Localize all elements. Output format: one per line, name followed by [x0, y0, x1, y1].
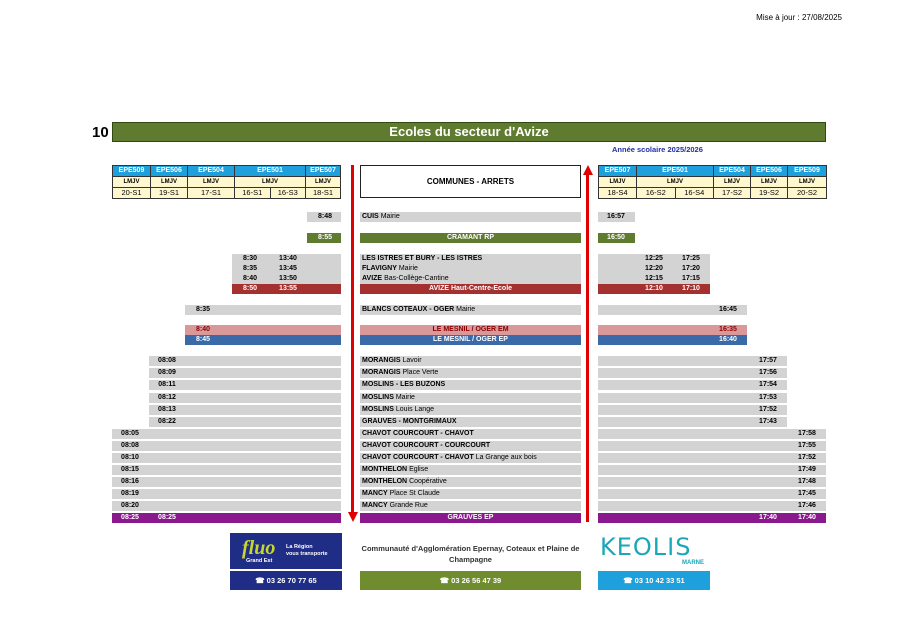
- arrival-time: 17:52: [759, 406, 777, 413]
- arrival-time: 17:45: [798, 490, 816, 497]
- stop-name: [360, 417, 581, 427]
- commune-name: CHAVOT COURCOURT - COURCOURT: [362, 442, 491, 449]
- commune-name: AVIZE Haut-Centre-Ecole: [428, 285, 513, 292]
- arrival-time: 17:49: [798, 466, 816, 473]
- epe-code: EPE501: [637, 166, 714, 177]
- days-code: LMJV: [151, 177, 188, 188]
- departure-time: 08:05: [121, 430, 139, 437]
- epe-code: EPE501: [235, 166, 306, 177]
- period-code: 20-S1: [113, 188, 151, 199]
- commune-name: CHAVOT COURCOURT - CHAVOT: [362, 454, 474, 461]
- arrival-time: 17:10: [682, 285, 700, 292]
- departure-time: 08:15: [121, 466, 139, 473]
- epe-code: EPE507: [306, 166, 341, 177]
- epe-code: EPE506: [751, 166, 788, 177]
- commune-name: CUIS: [362, 213, 379, 220]
- commune-name: BLANCS COTEAUX - OGER: [362, 306, 455, 313]
- stop-name: [360, 264, 581, 274]
- stop-name: [360, 335, 581, 345]
- stop-detail: Bas-Collège-Cantine: [384, 275, 449, 282]
- fluo-phone[interactable]: ☎ 03 26 70 77 65: [230, 571, 342, 590]
- departure-time: 08:13: [158, 406, 176, 413]
- departure-time: 8:55: [317, 234, 332, 241]
- stop-detail: Mairie: [456, 306, 476, 313]
- period-code: 16-S2: [637, 188, 676, 199]
- commune-name: CHAVOT COURCOURT - CHAVOT: [362, 430, 474, 437]
- arrival-time: 17:53: [759, 394, 777, 401]
- stop-name: [360, 453, 581, 463]
- arrival-time: 12:20: [645, 265, 663, 272]
- departure-time: 13:40: [279, 255, 297, 262]
- arrival-time: 17:48: [798, 478, 816, 485]
- stop-name: [360, 393, 581, 403]
- departure-time: 08:25: [158, 514, 176, 521]
- epe-code: EPE507: [599, 166, 637, 177]
- arrival-time: 12:10: [645, 285, 663, 292]
- epe-code: EPE504: [188, 166, 235, 177]
- days-code: LMJV: [599, 177, 637, 188]
- stop-detail: Coopérative: [409, 478, 447, 485]
- commune-name: LES ISTRES ET BURY - LES ISTRES: [362, 255, 483, 262]
- days-code: LMJV: [235, 177, 306, 188]
- stop-detail: Grande Rue: [389, 502, 428, 509]
- arrival-time: 16:57: [607, 213, 625, 220]
- departure-time: 8:50: [242, 285, 257, 292]
- keolis-sub: MARNE: [682, 560, 704, 566]
- stop-detail: Place St Claude: [389, 490, 440, 497]
- days-code: LMJV: [637, 177, 714, 188]
- period-code: 19-S2: [751, 188, 788, 199]
- stop-name: [360, 429, 581, 439]
- days-code: LMJV: [306, 177, 341, 188]
- departure-time: 08:25: [121, 514, 139, 521]
- period-code: 19-S1: [151, 188, 188, 199]
- departure-time: 08:19: [121, 490, 139, 497]
- stop-name: [360, 380, 581, 390]
- commune-name: MORANGIS: [362, 369, 401, 376]
- update-date: Mise à jour : 27/08/2025: [756, 13, 842, 22]
- fluo-slogan: La Région vous transporte: [286, 544, 328, 557]
- period-code: 20-S2: [788, 188, 827, 199]
- stop-name: [360, 477, 581, 487]
- commune-name: CRAMANT RP: [446, 234, 495, 241]
- school-year: Année scolaire 2025/2026: [612, 145, 703, 154]
- commune-name: AVIZE: [362, 275, 383, 282]
- stop-name: [360, 212, 581, 222]
- departure-time: 8:35: [195, 306, 210, 313]
- departure-time: 08:10: [121, 454, 139, 461]
- departure-time: 08:22: [158, 418, 176, 425]
- arrival-time: 12:25: [645, 255, 663, 262]
- commune-name: MANCY: [362, 490, 388, 497]
- departure-time: 08:08: [158, 357, 176, 364]
- stop-detail: Mairie: [395, 394, 415, 401]
- stop-name: [360, 501, 581, 511]
- departure-time: 13:55: [279, 285, 297, 292]
- arrival-time: 17:57: [759, 357, 777, 364]
- arrival-time: 17:58: [798, 430, 816, 437]
- left-header-grid: [112, 165, 341, 199]
- days-code: LMJV: [188, 177, 235, 188]
- departure-time: 08:20: [121, 502, 139, 509]
- commune-name: LE MESNIL / OGER EP: [433, 336, 508, 343]
- direction-arrow-up: [586, 175, 589, 522]
- commune-name: GRAUVES - MONTGRIMAUX: [362, 418, 457, 425]
- line-number: 10: [92, 124, 109, 141]
- direction-arrow-down: [351, 165, 354, 512]
- arrival-time: 17:56: [759, 369, 777, 376]
- stop-name: [360, 441, 581, 451]
- commune-name: MOSLINS: [362, 406, 394, 413]
- stop-detail: Mairie: [380, 213, 400, 220]
- page-title: Ecoles du secteur d'Avize: [112, 122, 826, 142]
- keolis-logo: [598, 533, 710, 569]
- stop-name: [360, 284, 581, 294]
- departure-time: 13:50: [279, 275, 297, 282]
- arrival-time: 17:20: [682, 265, 700, 272]
- stop-name: [360, 305, 581, 315]
- days-code: LMJV: [113, 177, 151, 188]
- departure-time: 08:08: [121, 442, 139, 449]
- communes-header: COMMUNES - ARRETS: [360, 165, 581, 198]
- departure-time: 8:40: [242, 275, 257, 282]
- arrival-time: 17:43: [759, 418, 777, 425]
- commune-name: MANCY: [362, 502, 388, 509]
- arrival-time: 17:15: [682, 275, 700, 282]
- stop-detail: Place Verte: [402, 369, 439, 376]
- commune-name: GRAUVES EP: [447, 514, 494, 521]
- epe-code: EPE504: [714, 166, 751, 177]
- period-code: 16-S1: [235, 188, 271, 199]
- arrival-time: 16:40: [719, 336, 737, 343]
- departure-time: 08:16: [121, 478, 139, 485]
- agglo-phone[interactable]: ☎ 03 26 56 47 39: [360, 571, 581, 590]
- stop-detail: Eglise: [409, 466, 429, 473]
- stop-name: [360, 513, 581, 523]
- fluo-logo: [230, 533, 342, 569]
- arrival-time: 16:45: [719, 306, 737, 313]
- arrival-time: 17:40: [798, 514, 816, 521]
- arrival-time: 17:52: [798, 454, 816, 461]
- arrow-down-icon: [348, 512, 358, 522]
- period-code: 17-S1: [188, 188, 235, 199]
- stop-detail: Louis Lange: [395, 406, 434, 413]
- commune-name: MORANGIS: [362, 357, 401, 364]
- commune-name: MONTHELON: [362, 466, 408, 473]
- fluo-wordmark: fluo: [242, 537, 276, 559]
- stop-name: [360, 325, 581, 335]
- commune-name: FLAVIGNY: [362, 265, 397, 272]
- departure-time: 08:09: [158, 369, 176, 376]
- stop-name: [360, 405, 581, 415]
- stop-name: [360, 489, 581, 499]
- commune-name: MONTHELON: [362, 478, 408, 485]
- days-code: LMJV: [714, 177, 751, 188]
- arrival-time: 17:46: [798, 502, 816, 509]
- departure-time: 8:40: [195, 326, 210, 333]
- commune-name: MOSLINS: [362, 394, 394, 401]
- stop-name: [360, 356, 581, 366]
- fluo-sub: Grand Est: [246, 558, 273, 564]
- days-code: LMJV: [788, 177, 827, 188]
- departure-time: 8:45: [195, 336, 210, 343]
- stop-detail: La Grange aux bois: [475, 454, 537, 461]
- agglo-name: Communauté d'Agglomération Epernay, Coteaux et Plaine de Champagne: [361, 544, 580, 564]
- departure-time: 08:11: [158, 381, 176, 388]
- departure-time: 8:35: [242, 265, 257, 272]
- keolis-phone[interactable]: ☎ 03 10 42 33 51: [598, 571, 710, 590]
- period-code: 18-S1: [306, 188, 341, 199]
- departure-time: 8:48: [317, 213, 332, 220]
- arrival-time: 16:35: [719, 326, 737, 333]
- arrival-time: 17:55: [798, 442, 816, 449]
- epe-code: EPE506: [151, 166, 188, 177]
- period-code: 16-S4: [675, 188, 714, 199]
- arrival-time: 17:54: [759, 381, 777, 388]
- arrival-time: 17:25: [682, 255, 700, 262]
- arrival-time: 16:50: [607, 234, 625, 241]
- arrow-up-icon: [583, 165, 593, 175]
- stop-detail: Mairie: [398, 265, 418, 272]
- agglo-logo: [360, 533, 581, 569]
- stop-name: [360, 254, 581, 264]
- stop-detail: Lavoir: [402, 357, 422, 364]
- stop-name: [360, 233, 581, 243]
- departure-time: 8:30: [242, 255, 257, 262]
- stop-name: [360, 274, 581, 284]
- departure-time: 13:45: [279, 265, 297, 272]
- departure-time: 08:12: [158, 394, 176, 401]
- commune-name: LE MESNIL / OGER EM: [432, 326, 509, 333]
- period-code: 18-S4: [599, 188, 637, 199]
- stop-name: [360, 465, 581, 475]
- arrival-time: 17:40: [759, 514, 777, 521]
- period-code: 16-S3: [270, 188, 306, 199]
- keolis-wordmark: KEOLIS: [600, 533, 692, 561]
- epe-code: EPE509: [113, 166, 151, 177]
- commune-name: MOSLINS - LES BUZONS: [362, 381, 446, 388]
- epe-code: EPE509: [788, 166, 827, 177]
- stop-name: [360, 368, 581, 378]
- arrival-time: 12:15: [645, 275, 663, 282]
- days-code: LMJV: [751, 177, 788, 188]
- right-header-grid: [598, 165, 827, 199]
- period-code: 17-S2: [714, 188, 751, 199]
